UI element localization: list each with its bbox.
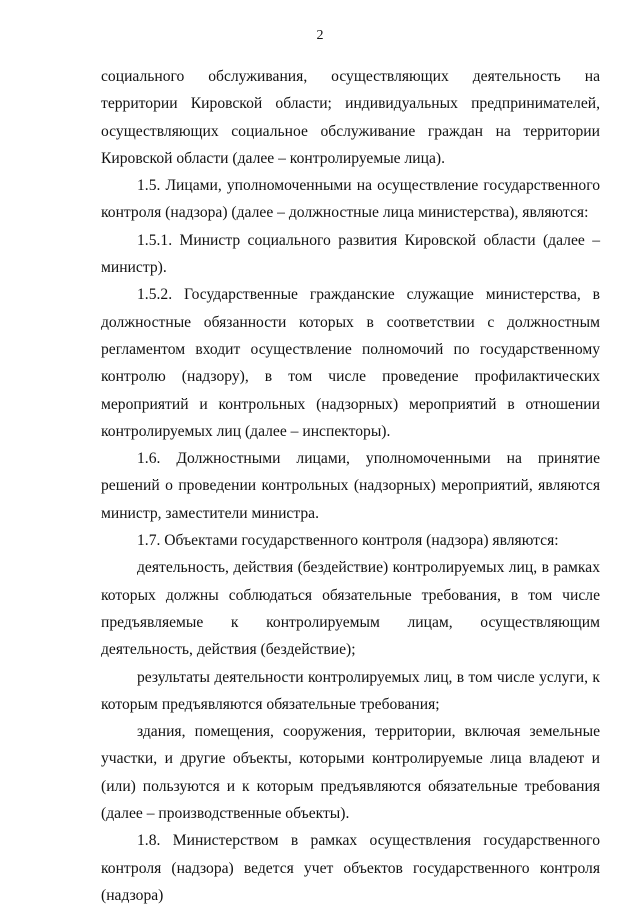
document-body <box>101 63 600 909</box>
paragraph-objects-results: результаты деятельности контролируемых лиц, в том числе услуги, к которым предъявляются обязательные требования; <box>101 668 600 713</box>
paragraph-1-7: 1.7. Объектами государственного контроля (надзора) являются: <box>137 532 559 550</box>
paragraph-1-6: 1.6. Должностными лицами, уполномоченными на принятие решений о проведении контрольных (надзорных) мероприятий, являются министр, заместители министра. <box>101 450 600 522</box>
paragraph-objects-activity: деятельность, действия (бездействие) контролируемых лиц, в рамках которых должны соблюдаться обязательные требования, в том числе предъявляемые к контролируемым лицам, осуществляющим деятельность, действия (бездействие); <box>101 559 600 659</box>
paragraph-objects-buildings: здания, помещения, сооружения, территории, включая земельные участки, и другие объекты, которыми контролируемые лица владеют и (или) пользуются и к которым предъявляются обязательные требования (далее – производственные объекты). <box>101 723 600 823</box>
paragraph-1-5: 1.5. Лицами, уполномоченными на осуществление государственного контроля (надзора) (далее – должностные лица министерства), являются: <box>101 177 600 222</box>
paragraph-continuation: социального обслуживания, осуществляющих деятельность на территории Кировской области; индивидуальных предпринимателей, осуществляющих социальное обслуживание граждан на территории Кировской области (далее – контролируемые лица). <box>101 68 600 167</box>
paragraph-1-5-1: 1.5.1. Министр социального развития Кировской области (далее – министр). <box>101 231 600 277</box>
page-number: 2 <box>316 28 324 43</box>
paragraph-1-8: 1.8. Министерством в рамках осуществления государственного контроля (надзора) ведется учет объектов государственного контроля (надзора) <box>101 832 600 904</box>
paragraph-1-5-2: 1.5.2. Государственные гражданские служащие министерства, в должностные обязанности которых в соответствии с должностным регламентом входит осуществление полномочий по государственному контролю (надзору), в том числе проведение профилактических мероприятий и контрольных (надзорных) мероприятий в отношении контролируемых лиц (далее – инспекторы). <box>101 286 600 440</box>
